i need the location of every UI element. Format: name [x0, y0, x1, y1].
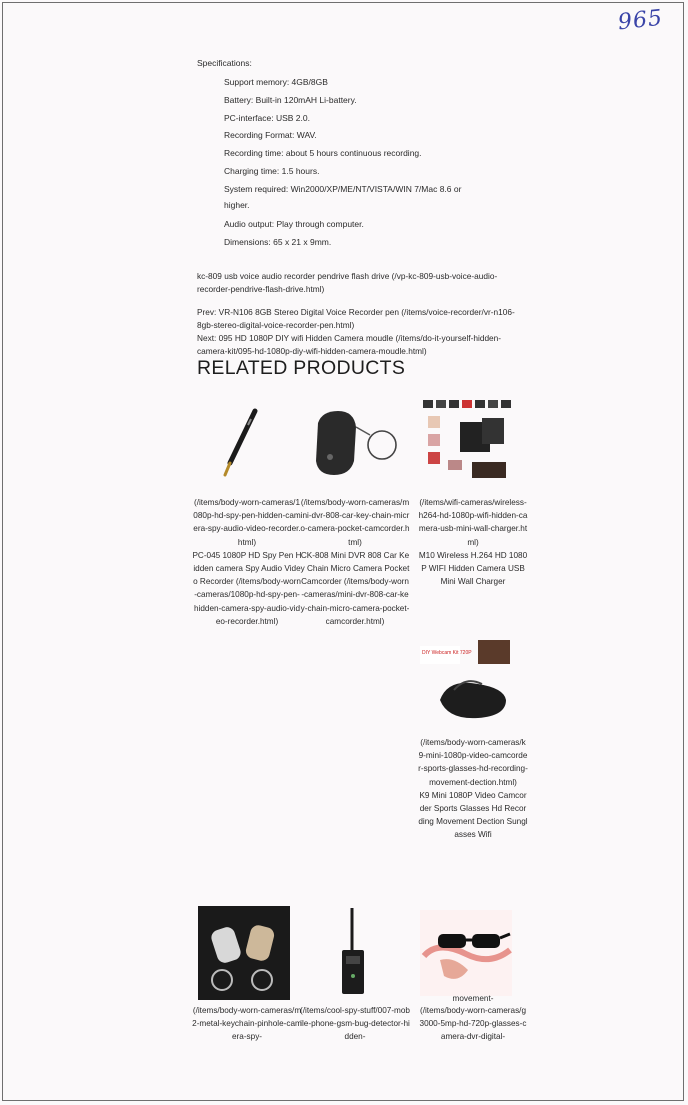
spec-line: System required: Win2000/XP/ME/NT/VISTA/WIN 7/Mac 8.6 or — [224, 184, 462, 194]
product-url[interactable]: (/items/body-worn-cameras/m2-metal-keychain-pinhole-camera-spy- — [192, 1006, 302, 1042]
product-name[interactable]: M10 Wireless H.264 HD 1080P WIFI Hidden Camera USB Mini Wall Charger — [418, 550, 528, 587]
handwritten-page-number: 965 — [616, 5, 665, 36]
spec-line: Recording Format: WAV. — [224, 130, 317, 140]
pen-tip — [225, 463, 230, 475]
product-url[interactable]: (/items/wifi-cameras/wireless-h264-hd-1080p-wifi-hidden-camera-usb-mini-wall-charger.html) — [418, 498, 528, 547]
product-card-text[interactable] — [418, 496, 528, 632]
next-product-link[interactable]: Next: 095 HD 1080P DIY wifi Hidden Camera moudle (/items/do-it-yourself-hidden-camera-kit/095-hd-1080p-diy-wifi-hidden-camera-moudle.html) — [197, 333, 502, 356]
product-card-text[interactable] — [418, 736, 528, 906]
spec-line: PC-interface: USB 2.0. — [224, 113, 310, 123]
diy-badge-text: DIY Webcam Kit 720P — [422, 650, 472, 656]
product-url[interactable]: (/items/body-worn-cameras/k9-mini-1080p-video-camcorder-sports-glasses-hd-recording-movement-dection.html) — [418, 738, 528, 787]
keyring — [368, 431, 396, 459]
lens-right — [472, 934, 500, 948]
spec-line: Audio output: Play through computer. — [224, 219, 364, 229]
product-url[interactable]: (/items/cool-spy-stuff/007-mobile-phone-gsm-bug-detector-hidden- — [300, 1006, 410, 1042]
spec-line: Charging time: 1.5 hours. — [224, 166, 320, 176]
keychain-lens — [327, 454, 333, 460]
metal-keychain-camera-image[interactable] — [198, 906, 290, 1000]
spec-line: Recording time: about 5 hours continuous recording. — [224, 148, 422, 158]
product-name[interactable]: CK-808 Mini DVR 808 Car Key Chain Micro Camera Pocket Camcorder (/items/body-worn-cameras/mini-dvr-808-car-key-chain-micro-camera-pocket-camcorder.html) — [300, 550, 410, 626]
keychain-camera-image[interactable] — [310, 405, 400, 480]
pen-body — [230, 411, 255, 463]
product-url[interactable]: (/items/body-worn-cameras/g3000-5mp-hd-720p-glasses-camera-dvr-digital- — [419, 1006, 527, 1042]
product-card-text[interactable] — [418, 1004, 528, 1062]
spec-line: Support memory: 4GB/8GB — [224, 77, 328, 87]
prev-product-link[interactable]: Prev: VR-N106 8GB Stereo Digital Voice Recorder pen (/items/voice-recorder/vr-n106-8gb-stereo-digital-voice-recorder-pen.html) — [197, 307, 515, 330]
product-name[interactable]: K9 Mini 1080P Video Camcorder Sports Glasses Hd Recording Movement Dection Sunglasses Wifi — [418, 790, 528, 840]
keychain-body — [316, 411, 356, 475]
spec-line: Battery: Built-in 120mAH Li-battery. — [224, 95, 357, 105]
spec-line: higher. — [224, 200, 250, 210]
product-name[interactable]: PC-045 1080P HD Spy Pen Hidden camera Spy Audio Video Recorder (/items/body-worn-cameras/1080p-hd-spy-pen-hidden-camera-spy-audio-video-recorder.html) — [192, 550, 302, 626]
product-url[interactable]: (/items/body-worn-cameras/mini-dvr-808-car-key-chain-micro-camera-pocket-camcorder.html) — [300, 498, 410, 547]
glasses-dvr-image[interactable] — [420, 910, 512, 996]
overlap-text: movement- — [452, 994, 494, 1003]
specifications-title: Specifications: — [197, 58, 252, 68]
product-card-text[interactable] — [192, 1004, 302, 1062]
lens-left — [438, 934, 466, 948]
spy-pen-image[interactable] — [210, 405, 270, 480]
bug-detector-image[interactable] — [330, 906, 374, 1000]
current-product-link[interactable]: kc-809 usb voice audio recorder pendrive flash drive (/vp-kc-809-usb-voice-audio-recorder-pendrive-flash-drive.html) — [197, 271, 498, 294]
product-card-text[interactable] — [192, 496, 302, 706]
glasses-case — [440, 683, 506, 718]
spec-line: Dimensions: 65 x 21 x 9mm. — [224, 237, 332, 247]
product-card-text[interactable] — [300, 496, 410, 716]
product-url[interactable]: (/items/body-worn-cameras/1080p-hd-spy-pen-hidden-camera-spy-audio-video-recorder.html) — [193, 498, 301, 547]
product-card-text[interactable] — [300, 1004, 410, 1062]
wall-charger-camera-image[interactable] — [420, 398, 515, 488]
spy-glasses-image[interactable] — [418, 638, 513, 733]
related-products-heading: RELATED PRODUCTS — [197, 357, 406, 379]
